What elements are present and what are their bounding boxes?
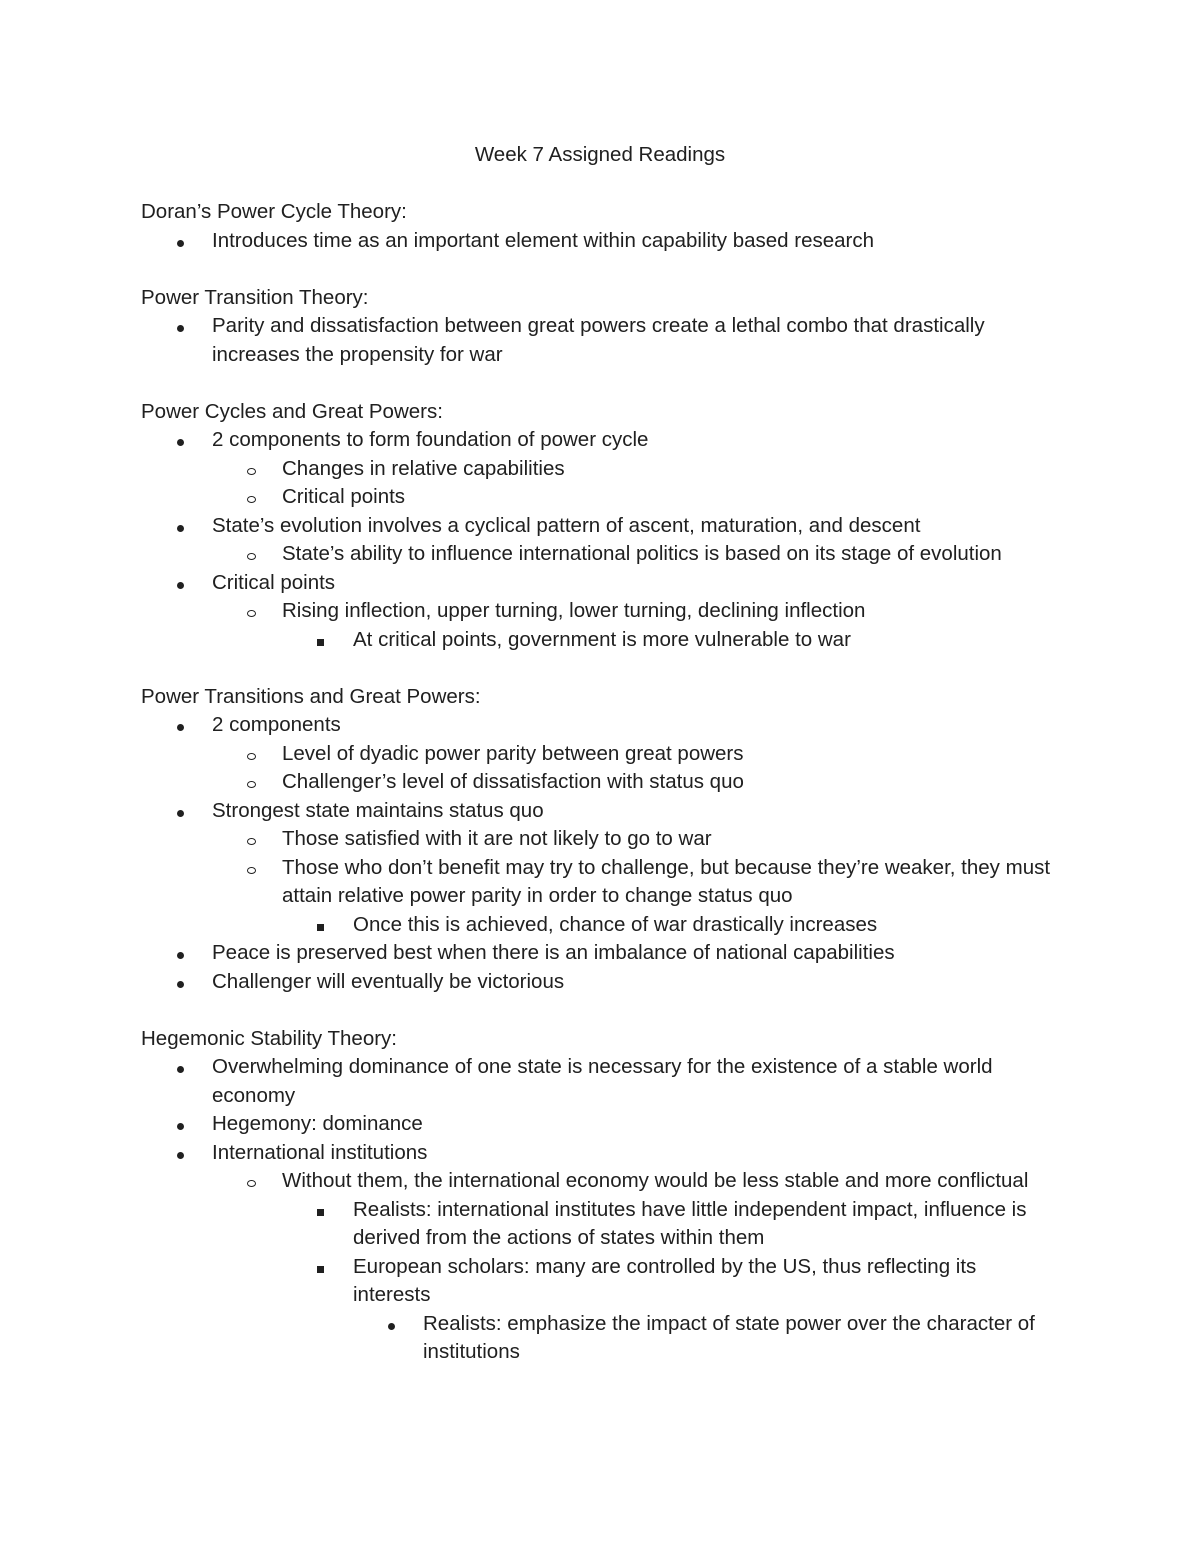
bullet-dot-icon: [177, 312, 184, 341]
bullet-circle-icon: [247, 455, 256, 484]
list-item: [141, 1196, 1051, 1253]
bullet-circle-icon: [247, 825, 256, 854]
list-item-text: State’s evolution involves a cyclical pattern of ascent, maturation, and descent: [212, 513, 921, 537]
list-item-text: Peace is preserved best when there is an imbalance of national capabilities: [212, 941, 895, 964]
bullet-circle-icon: [247, 854, 256, 883]
list-item-text: Introduces time as an important element within capability based research: [212, 228, 875, 252]
list-item: [141, 455, 1051, 484]
list-item-text: 2 components: [212, 713, 341, 736]
section-heading: Power Transitions and Great Powers:: [141, 684, 481, 708]
list-item-text: Once this is achieved, chance of war drastically increases: [353, 912, 878, 936]
list-item: [141, 1167, 1051, 1196]
section-heading: Hegemonic Stability Theory:: [141, 1026, 397, 1050]
bullet-dot-icon: [177, 512, 184, 541]
bullet-circle-icon: [247, 540, 256, 569]
list-item: [141, 711, 1051, 740]
bullet-square-icon: [317, 1253, 324, 1282]
list-item: [141, 797, 1051, 826]
list-item-text: State’s ability to influence international politics is based on its stage of evolution: [282, 542, 1002, 565]
list-item: [141, 312, 1051, 369]
list-item: [141, 540, 1051, 569]
list-item: [141, 426, 1051, 455]
list-item: [141, 740, 1051, 769]
page-title: Week 7 Assigned Readings: [474, 143, 726, 166]
list-item-text: Challenger will eventually be victorious: [212, 969, 565, 993]
bullet-dot-icon: [177, 797, 184, 826]
notes-section: [141, 683, 1051, 997]
bullet-circle-icon: [247, 1167, 256, 1196]
bullet-dot-icon: [177, 1110, 184, 1139]
list-item-text: Rising inflection, upper turning, lower turning, declining inflection: [282, 599, 866, 622]
list-item-text: European scholars: many are controlled by the US, thus reflecting its interests: [353, 1254, 977, 1306]
list-item: [141, 569, 1051, 598]
list-item: [141, 597, 1051, 626]
list-item-text: Critical points: [212, 570, 336, 594]
list-item-text: At critical points, government is more vulnerable to war: [353, 627, 851, 651]
list-item-text: Those satisfied with it are not likely to go to war: [282, 827, 712, 850]
list-item-text: Challenger’s level of dissatisfaction with status quo: [282, 770, 744, 793]
list-item-text: 2 components to form foundation of power cycle: [212, 428, 649, 451]
bullet-circle-icon: [247, 740, 256, 769]
list-item: [141, 1310, 1051, 1367]
list-item-text: International institutions: [212, 1140, 428, 1164]
bullet-dot-icon: [177, 968, 184, 997]
bullet-square-icon: [317, 626, 324, 655]
bullet-circle-icon: [247, 597, 256, 626]
bullet-dot-icon: [177, 1139, 184, 1168]
list-item: [141, 968, 1051, 997]
section-heading: Doran’s Power Cycle Theory:: [141, 200, 407, 223]
list-item-text: Without them, the international economy would be less stable and more conflictual: [282, 1169, 1029, 1192]
list-item-text: Strongest state maintains status quo: [212, 798, 544, 822]
list-item: [141, 911, 1051, 940]
list-item: [141, 854, 1051, 911]
list-item: [141, 483, 1051, 512]
bullet-dot-icon: [177, 227, 184, 256]
list-item-text: Realists: emphasize the impact of state power over the character of institutions: [423, 1311, 1035, 1363]
list-item: [141, 1253, 1051, 1310]
notes-section: [141, 398, 1051, 655]
list-item-text: Those who don’t benefit may try to challenge, but because they’re weaker, they must attain relative power parity in order to change status quo: [282, 855, 1051, 907]
notes-section: [141, 284, 1051, 370]
list-item: [141, 1110, 1051, 1139]
bullet-dot-icon: [177, 1053, 184, 1082]
list-item-text: Critical points: [282, 485, 406, 508]
notes-section: [141, 198, 1051, 255]
bullet-dot-icon: [177, 569, 184, 598]
section-heading: Power Cycles and Great Powers:: [141, 399, 443, 423]
document-body: [141, 198, 1051, 1395]
list-item-text: Overwhelming dominance of one state is necessary for the existence of a stable world economy: [212, 1055, 993, 1107]
bullet-square-icon: [317, 911, 324, 940]
list-item: [141, 227, 1051, 256]
list-item: [141, 512, 1051, 541]
bullet-square-icon: [317, 1196, 324, 1225]
list-item: [141, 626, 1051, 655]
list-item-text: Level of dyadic power parity between great powers: [282, 741, 744, 765]
bullet-circle-icon: [247, 483, 256, 512]
list-item: [141, 939, 1051, 968]
list-item: [141, 1053, 1051, 1110]
bullet-dot-icon: [177, 939, 184, 968]
bullet-dot-icon: [388, 1310, 395, 1339]
bullet-dot-icon: [177, 426, 184, 455]
list-item: [141, 825, 1051, 854]
list-item: [141, 768, 1051, 797]
list-item-text: Changes in relative capabilities: [282, 456, 565, 480]
list-item-text: Parity and dissatisfaction between great powers create a lethal combo that drastically increases the propensity for war: [212, 314, 985, 366]
list-item: [141, 1139, 1051, 1168]
list-item-text: Hegemony: dominance: [212, 1112, 423, 1135]
list-item-text: Realists: international institutes have little independent impact, influence is derived from the actions of states within them: [353, 1197, 1027, 1249]
notes-section: [141, 1025, 1051, 1367]
bullet-circle-icon: [247, 768, 256, 797]
section-heading: Power Transition Theory:: [141, 285, 369, 309]
bullet-dot-icon: [177, 711, 184, 740]
